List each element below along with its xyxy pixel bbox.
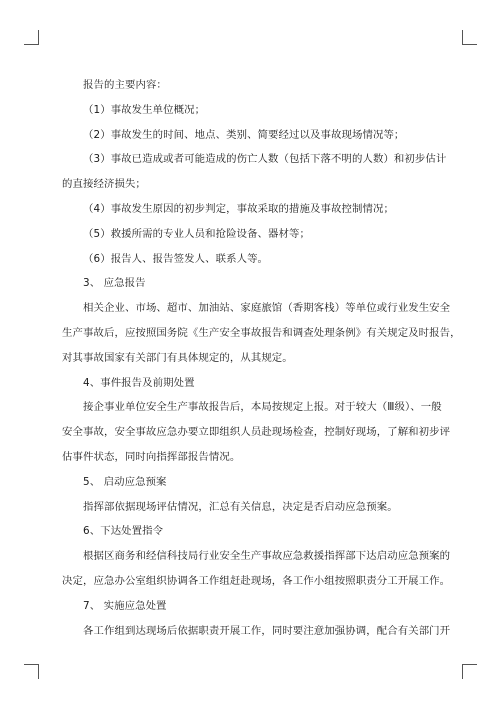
list-item-1: （1）事故发生单位概况； — [83, 103, 206, 116]
list-item-4: （4）事故发生原因的初步判定，事故采取的措施及事故控制情况； — [83, 202, 394, 215]
list-item-2: （2）事故发生的时间、地点、类别、简要经过以及事故现场情况等； — [83, 128, 405, 141]
crop-mark-top-left — [24, 30, 39, 45]
paragraph-line: 对其事故国家有关部门有具体规定的，从其规定。 — [62, 351, 293, 364]
document-body — [62, 73, 461, 643]
crop-mark-top-right — [462, 30, 477, 45]
list-item-5: （5）救援所需的专业人员和抢险设备、器材等； — [83, 227, 311, 240]
paragraph-line: 安全事故，安全事故应急办要立即组织人员赴现场检查，控制好现场，了解和初步评 — [62, 426, 451, 439]
list-item-6: （6）报告人、报告签发人、联系人等。 — [83, 252, 269, 265]
paragraph-line: 接企事业单位安全生产事故报告后，本局按规定上报。对于较大（Ⅲ级）、一般 — [83, 401, 442, 414]
list-item-3-continued: 的直接经济损失； — [62, 178, 146, 191]
intro-line: 报告的主要内容： — [83, 79, 167, 91]
paragraph-line: 根据区商务和经信科技局行业安全生产事故应急救援指挥部下达启动应急预案的 — [83, 550, 451, 563]
section-heading-4: 4、事件报告及前期处置 — [83, 376, 195, 389]
paragraph-line: 指挥部依据现场评估情况，汇总有关信息，决定是否启动应急预案。 — [83, 500, 398, 513]
section-heading-3: 3、 应急报告 — [83, 277, 146, 290]
section-heading-5: 5、 启动应急预案 — [83, 475, 167, 488]
crop-mark-bottom-left — [24, 664, 39, 679]
section-heading-7: 7、 实施应急处置 — [83, 599, 167, 612]
crop-mark-bottom-right — [462, 664, 477, 679]
list-item-3: （3）事故已造成或者可能造成的伤亡人数（包括下落不明的人数）和初步估计 — [83, 153, 447, 166]
paragraph-line: 生产事故后，应按照国务院《生产安全事故报告和调查处理条例》有关规定及时报告， — [62, 326, 461, 339]
paragraph-line: 各工作组到达现场后依据职责开展工作，同时要注意加强协调，配合有关部门开 — [83, 624, 451, 637]
paragraph-line: 相关企业、市场、超市、加油站、家庭旅馆（香期客栈）等单位或行业发生安全 — [83, 302, 451, 315]
section-heading-6: 6、下达处置指令 — [83, 525, 164, 538]
paragraph-line: 估事件状态，同时向指挥部报告情况。 — [62, 450, 241, 463]
paragraph-line: 决定，应急办公室组织协调各工作组赶赴现场，各工作小组按照职责分工开展工作。 — [62, 574, 451, 587]
